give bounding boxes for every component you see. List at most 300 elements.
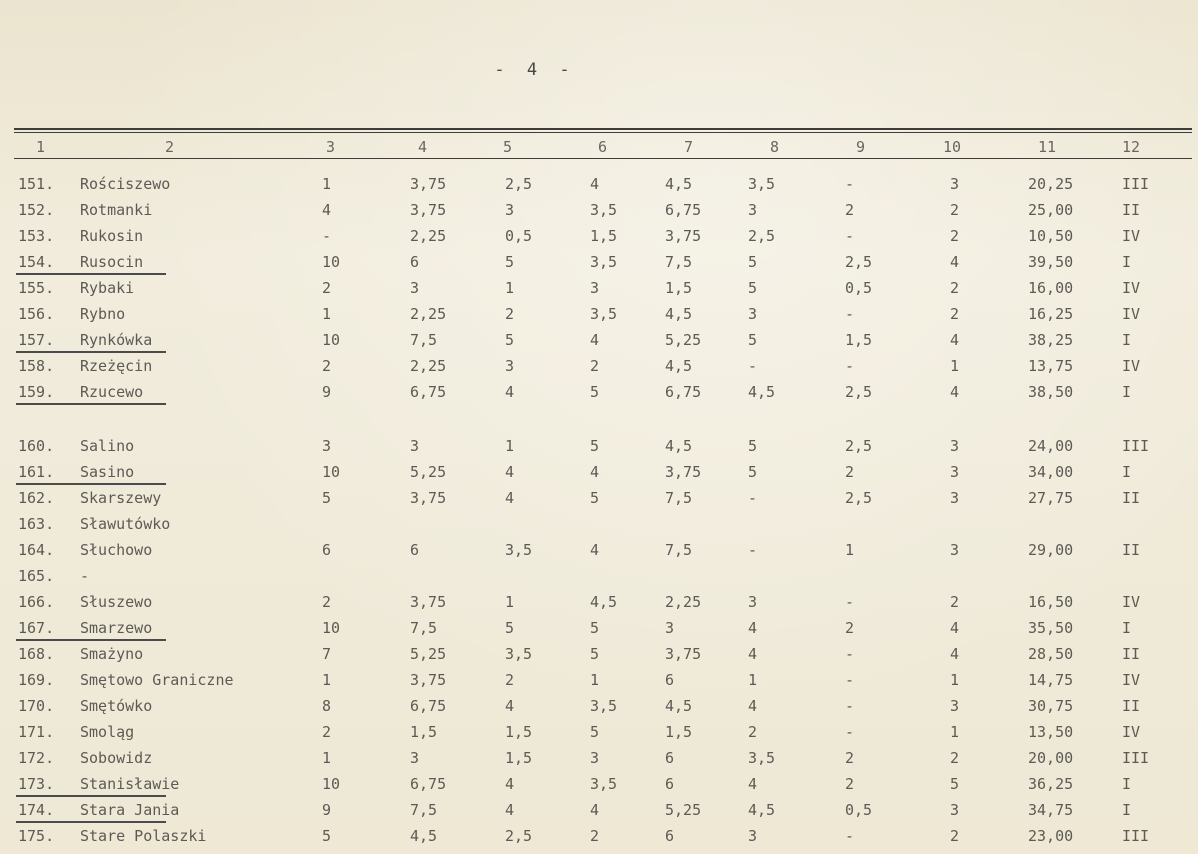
col-7-value: 6 (665, 749, 675, 767)
col-7-value: 3,75 (665, 227, 702, 245)
place-name: Rotmanki (80, 201, 153, 219)
col-6-value: 5 (590, 619, 600, 637)
total-score: 16,00 (1028, 279, 1074, 297)
row-number: 168. (18, 645, 55, 663)
col-5-value: 4 (505, 775, 515, 793)
total-score: 20,25 (1028, 175, 1074, 193)
category: IV (1122, 593, 1141, 611)
col-8-value: 3,5 (748, 749, 776, 767)
col-6-value: 4 (590, 463, 600, 481)
col-10-value: 2 (950, 279, 960, 297)
col-7-value: 6,75 (665, 383, 702, 401)
col-3-value: 6 (322, 541, 332, 559)
place-name: Sasino (80, 463, 135, 481)
row-number: 167. (18, 619, 55, 637)
col-9-value: - (845, 645, 855, 663)
col-10-value: 2 (950, 201, 960, 219)
col-3-value: 9 (322, 383, 332, 401)
col-8-value: 4 (748, 619, 758, 637)
col-6-value: 3 (590, 279, 600, 297)
total-score: 16,50 (1028, 593, 1074, 611)
col-8-value: 3,5 (748, 175, 776, 193)
column-header-1: 1 (36, 138, 46, 156)
col-10-value: 2 (950, 827, 960, 845)
total-score: 39,50 (1028, 253, 1074, 271)
page-number: - 4 - (494, 60, 576, 80)
place-name: Rybno (80, 305, 126, 323)
col-5-value: 4 (505, 383, 515, 401)
col-9-value: - (845, 357, 855, 375)
category: IV (1122, 723, 1141, 741)
col-7-value: 4,5 (665, 175, 693, 193)
total-score: 38,50 (1028, 383, 1074, 401)
col-6-value: 3,5 (590, 201, 618, 219)
row-number: 155. (18, 279, 55, 297)
row-number: 172. (18, 749, 55, 767)
col-10-value: 4 (950, 619, 960, 637)
col-3-value: 2 (322, 723, 332, 741)
col-4-value: 3,75 (410, 489, 447, 507)
col-4-value: 5,25 (410, 645, 447, 663)
col-8-value: 5 (748, 279, 758, 297)
col-7-value: 2,25 (665, 593, 702, 611)
col-4-value: 7,5 (410, 801, 438, 819)
col-3-value: 5 (322, 489, 332, 507)
underline-mark (16, 403, 166, 405)
col-10-value: 3 (950, 697, 960, 715)
category: I (1122, 775, 1132, 793)
col-4-value: 3,75 (410, 671, 447, 689)
col-8-value: 3 (748, 201, 758, 219)
category: IV (1122, 357, 1141, 375)
category: I (1122, 253, 1132, 271)
category: IV (1122, 305, 1141, 323)
total-score: 36,25 (1028, 775, 1074, 793)
col-9-value: - (845, 697, 855, 715)
col-8-value: 2,5 (748, 227, 776, 245)
col-9-value: 2 (845, 775, 855, 793)
place-name: Rusocin (80, 253, 144, 271)
total-score: 20,00 (1028, 749, 1074, 767)
place-name: Sławutówko (80, 515, 171, 533)
col-4-value: 6 (410, 541, 420, 559)
col-8-value: 3 (748, 305, 758, 323)
col-10-value: 2 (950, 593, 960, 611)
underline-mark (16, 639, 166, 641)
row-number: 153. (18, 227, 55, 245)
col-8-value: 2 (748, 723, 758, 741)
col-4-value: 2,25 (410, 357, 447, 375)
col-4-value: 3,75 (410, 201, 447, 219)
row-number: 173. (18, 775, 55, 793)
place-name: Rybaki (80, 279, 135, 297)
col-9-value: 2 (845, 201, 855, 219)
total-score: 38,25 (1028, 331, 1074, 349)
col-7-value: 5,25 (665, 801, 702, 819)
row-number: 171. (18, 723, 55, 741)
col-7-value: 1,5 (665, 723, 693, 741)
total-score: 30,75 (1028, 697, 1074, 715)
col-8-value: 3 (748, 827, 758, 845)
col-5-value: 5 (505, 331, 515, 349)
col-9-value: 0,5 (845, 279, 873, 297)
col-6-value: 4 (590, 175, 600, 193)
row-number: 154. (18, 253, 55, 271)
total-score: 13,75 (1028, 357, 1074, 375)
underline-mark (16, 795, 166, 797)
col-9-value: - (845, 305, 855, 323)
col-9-value: - (845, 723, 855, 741)
place-name: Rzeżęcin (80, 357, 153, 375)
col-9-value: 2,5 (845, 253, 873, 271)
col-4-value: 2,25 (410, 227, 447, 245)
col-5-value: 1,5 (505, 723, 533, 741)
col-6-value: 3,5 (590, 775, 618, 793)
col-5-value: 0,5 (505, 227, 533, 245)
col-3-value: 1 (322, 749, 332, 767)
col-7-value: 4,5 (665, 437, 693, 455)
row-number: 151. (18, 175, 55, 193)
col-4-value: 3 (410, 279, 420, 297)
col-6-value: 5 (590, 723, 600, 741)
row-number: 159. (18, 383, 55, 401)
col-10-value: 2 (950, 227, 960, 245)
row-number: 161. (18, 463, 55, 481)
place-name: Smażyno (80, 645, 144, 663)
place-name: Stare Polaszki (80, 827, 207, 845)
col-9-value: 2,5 (845, 437, 873, 455)
table-top-rule (14, 128, 1192, 130)
col-3-value: 2 (322, 357, 332, 375)
col-5-value: 1 (505, 593, 515, 611)
col-9-value: 2,5 (845, 489, 873, 507)
total-score: 34,75 (1028, 801, 1074, 819)
place-name: Rościszewo (80, 175, 171, 193)
row-number: 152. (18, 201, 55, 219)
col-6-value: 2 (590, 827, 600, 845)
col-9-value: - (845, 671, 855, 689)
col-5-value: 1 (505, 279, 515, 297)
col-10-value: 1 (950, 723, 960, 741)
row-number: 170. (18, 697, 55, 715)
category: II (1122, 201, 1141, 219)
col-10-value: 3 (950, 801, 960, 819)
col-7-value: 3 (665, 619, 675, 637)
category: IV (1122, 671, 1141, 689)
col-3-value: 1 (322, 175, 332, 193)
place-name: Sobowidz (80, 749, 153, 767)
col-6-value: 3,5 (590, 305, 618, 323)
total-score: 10,50 (1028, 227, 1074, 245)
col-6-value: 4 (590, 331, 600, 349)
col-6-value: 4 (590, 541, 600, 559)
category: II (1122, 697, 1141, 715)
col-8-value: - (748, 541, 758, 559)
col-4-value: 6,75 (410, 383, 447, 401)
col-9-value: 2 (845, 749, 855, 767)
col-5-value: 3 (505, 201, 515, 219)
col-4-value: 7,5 (410, 331, 438, 349)
col-3-value: - (322, 227, 332, 245)
col-6-value: 5 (590, 383, 600, 401)
col-10-value: 3 (950, 489, 960, 507)
col-10-value: 1 (950, 671, 960, 689)
category: II (1122, 489, 1141, 507)
col-8-value: 4 (748, 775, 758, 793)
col-7-value: 7,5 (665, 489, 693, 507)
col-8-value: 4 (748, 645, 758, 663)
col-7-value: 4,5 (665, 305, 693, 323)
col-8-value: 4,5 (748, 801, 776, 819)
column-header-4: 4 (418, 138, 428, 156)
place-name: Rynkówka (80, 331, 153, 349)
col-4-value: 4,5 (410, 827, 438, 845)
category: III (1122, 175, 1150, 193)
row-number: 160. (18, 437, 55, 455)
col-7-value: 1,5 (665, 279, 693, 297)
col-9-value: - (845, 175, 855, 193)
col-10-value: 4 (950, 331, 960, 349)
col-6-value: 1,5 (590, 227, 618, 245)
row-number: 175. (18, 827, 55, 845)
col-3-value: 2 (322, 279, 332, 297)
col-9-value: - (845, 593, 855, 611)
col-9-value: 2 (845, 619, 855, 637)
col-4-value: 6,75 (410, 775, 447, 793)
col-3-value: 9 (322, 801, 332, 819)
col-4-value: 5,25 (410, 463, 447, 481)
col-6-value: 5 (590, 437, 600, 455)
col-6-value: 3,5 (590, 253, 618, 271)
total-score: 29,00 (1028, 541, 1074, 559)
category: II (1122, 645, 1141, 663)
place-name: Smętówko (80, 697, 153, 715)
underline-mark (16, 273, 166, 275)
row-number: 166. (18, 593, 55, 611)
place-name: Smoląg (80, 723, 135, 741)
col-3-value: 10 (322, 253, 341, 271)
column-header-8: 8 (770, 138, 780, 156)
underline-mark (16, 351, 166, 353)
place-name: Smarzewo (80, 619, 153, 637)
col-5-value: 3,5 (505, 645, 533, 663)
col-7-value: 7,5 (665, 541, 693, 559)
col-8-value: 4,5 (748, 383, 776, 401)
col-7-value: 3,75 (665, 645, 702, 663)
col-3-value: 8 (322, 697, 332, 715)
col-8-value: 1 (748, 671, 758, 689)
col-9-value: 1,5 (845, 331, 873, 349)
column-header-5: 5 (503, 138, 513, 156)
col-5-value: 3,5 (505, 541, 533, 559)
total-score: 27,75 (1028, 489, 1074, 507)
category: III (1122, 827, 1150, 845)
category: I (1122, 463, 1132, 481)
total-score: 13,50 (1028, 723, 1074, 741)
col-10-value: 4 (950, 645, 960, 663)
col-6-value: 5 (590, 645, 600, 663)
row-number: 157. (18, 331, 55, 349)
row-number: 174. (18, 801, 55, 819)
col-9-value: - (845, 227, 855, 245)
col-4-value: 7,5 (410, 619, 438, 637)
col-3-value: 3 (322, 437, 332, 455)
column-header-7: 7 (684, 138, 694, 156)
col-4-value: 2,25 (410, 305, 447, 323)
place-name: Skarszewy (80, 489, 162, 507)
col-7-value: 5,25 (665, 331, 702, 349)
col-10-value: 3 (950, 541, 960, 559)
row-number: 164. (18, 541, 55, 559)
col-9-value: 2 (845, 463, 855, 481)
col-7-value: 6 (665, 671, 675, 689)
col-8-value: 3 (748, 593, 758, 611)
place-name: Smętowo Graniczne (80, 671, 234, 689)
col-6-value: 4 (590, 801, 600, 819)
col-10-value: 2 (950, 749, 960, 767)
category: III (1122, 437, 1150, 455)
place-name: Rzucewo (80, 383, 144, 401)
col-5-value: 2,5 (505, 827, 533, 845)
category: IV (1122, 279, 1141, 297)
col-5-value: 4 (505, 801, 515, 819)
col-5-value: 4 (505, 489, 515, 507)
col-7-value: 6,75 (665, 201, 702, 219)
col-5-value: 2 (505, 671, 515, 689)
col-10-value: 4 (950, 253, 960, 271)
category: I (1122, 331, 1132, 349)
col-4-value: 1,5 (410, 723, 438, 741)
category: III (1122, 749, 1150, 767)
col-4-value: 3,75 (410, 593, 447, 611)
col-7-value: 4,5 (665, 697, 693, 715)
col-7-value: 6 (665, 827, 675, 845)
total-score: 24,00 (1028, 437, 1074, 455)
row-number: 165. (18, 567, 55, 585)
col-9-value: 1 (845, 541, 855, 559)
place-name: - (80, 567, 90, 585)
col-3-value: 5 (322, 827, 332, 845)
total-score: 25,00 (1028, 201, 1074, 219)
column-header-3: 3 (326, 138, 336, 156)
place-name: Stara Jania (80, 801, 180, 819)
col-3-value: 10 (322, 775, 341, 793)
col-7-value: 7,5 (665, 253, 693, 271)
col-5-value: 1 (505, 437, 515, 455)
col-7-value: 4,5 (665, 357, 693, 375)
col-10-value: 1 (950, 357, 960, 375)
total-score: 34,00 (1028, 463, 1074, 481)
row-number: 162. (18, 489, 55, 507)
col-6-value: 1 (590, 671, 600, 689)
col-10-value: 4 (950, 383, 960, 401)
total-score: 23,00 (1028, 827, 1074, 845)
column-header-6: 6 (598, 138, 608, 156)
col-6-value: 3,5 (590, 697, 618, 715)
col-4-value: 3,75 (410, 175, 447, 193)
col-10-value: 3 (950, 437, 960, 455)
col-10-value: 2 (950, 305, 960, 323)
col-3-value: 1 (322, 671, 332, 689)
column-header-2: 2 (165, 138, 175, 156)
column-header-9: 9 (856, 138, 866, 156)
col-6-value: 5 (590, 489, 600, 507)
col-4-value: 6 (410, 253, 420, 271)
category: I (1122, 383, 1132, 401)
total-score: 14,75 (1028, 671, 1074, 689)
col-5-value: 2,5 (505, 175, 533, 193)
table-top-rule-secondary (14, 132, 1192, 133)
total-score: 16,25 (1028, 305, 1074, 323)
total-score: 35,50 (1028, 619, 1074, 637)
category: IV (1122, 227, 1141, 245)
col-3-value: 10 (322, 619, 341, 637)
col-5-value: 4 (505, 463, 515, 481)
col-5-value: 4 (505, 697, 515, 715)
col-4-value: 6,75 (410, 697, 447, 715)
col-6-value: 4,5 (590, 593, 618, 611)
col-5-value: 2 (505, 305, 515, 323)
total-score: 28,50 (1028, 645, 1074, 663)
column-header-10: 10 (943, 138, 962, 156)
col-8-value: - (748, 357, 758, 375)
underline-mark (16, 821, 166, 823)
col-6-value: 2 (590, 357, 600, 375)
col-9-value: 2,5 (845, 383, 873, 401)
place-name: Salino (80, 437, 135, 455)
col-10-value: 5 (950, 775, 960, 793)
col-6-value: 3 (590, 749, 600, 767)
col-5-value: 1,5 (505, 749, 533, 767)
col-8-value: - (748, 489, 758, 507)
col-8-value: 4 (748, 697, 758, 715)
col-8-value: 5 (748, 463, 758, 481)
place-name: Rukosin (80, 227, 144, 245)
col-9-value: 0,5 (845, 801, 873, 819)
row-number: 169. (18, 671, 55, 689)
place-name: Słuszewo (80, 593, 153, 611)
col-3-value: 2 (322, 593, 332, 611)
place-name: Słuchowo (80, 541, 153, 559)
row-number: 158. (18, 357, 55, 375)
underline-mark (16, 483, 166, 485)
category: I (1122, 801, 1132, 819)
col-3-value: 10 (322, 331, 341, 349)
col-8-value: 5 (748, 437, 758, 455)
col-7-value: 6 (665, 775, 675, 793)
col-7-value: 3,75 (665, 463, 702, 481)
col-8-value: 5 (748, 253, 758, 271)
col-10-value: 3 (950, 463, 960, 481)
col-4-value: 3 (410, 749, 420, 767)
col-5-value: 5 (505, 253, 515, 271)
table-header-rule (14, 158, 1192, 159)
col-3-value: 10 (322, 463, 341, 481)
col-3-value: 4 (322, 201, 332, 219)
col-3-value: 1 (322, 305, 332, 323)
col-10-value: 3 (950, 175, 960, 193)
col-5-value: 5 (505, 619, 515, 637)
col-5-value: 3 (505, 357, 515, 375)
column-header-11: 11 (1038, 138, 1057, 156)
category: II (1122, 541, 1141, 559)
col-8-value: 5 (748, 331, 758, 349)
col-4-value: 3 (410, 437, 420, 455)
row-number: 156. (18, 305, 55, 323)
category: I (1122, 619, 1132, 637)
col-9-value: - (845, 827, 855, 845)
col-3-value: 7 (322, 645, 332, 663)
